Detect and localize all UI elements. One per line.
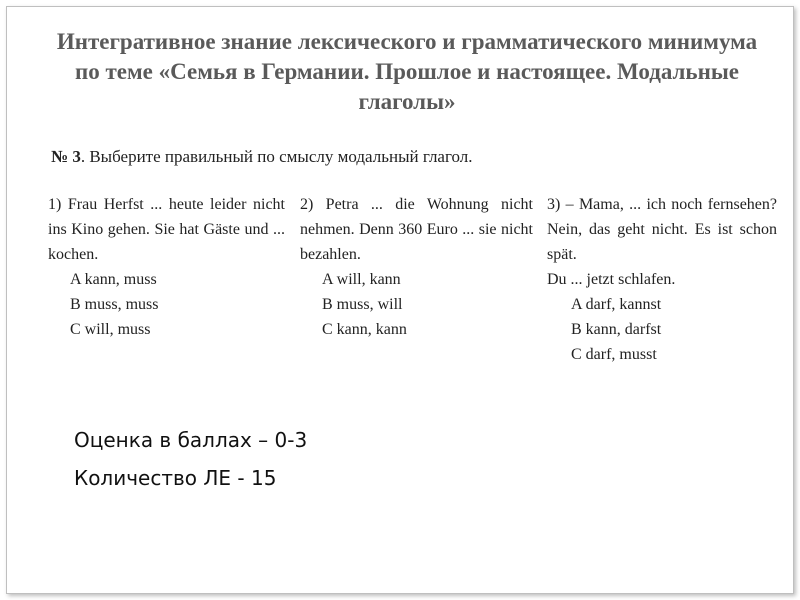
- slide: [6, 6, 794, 594]
- question-text-continued: Du ... jetzt schlafen.: [547, 271, 676, 288]
- option-b: B muss, muss: [70, 296, 159, 313]
- option-a: A will, kann: [322, 271, 401, 288]
- task-number: № 3: [51, 147, 81, 166]
- score-label: Оценка в баллах – 0-3: [74, 428, 308, 452]
- question-3: [547, 192, 777, 367]
- question-2: [300, 192, 533, 342]
- option-c: C will, muss: [70, 321, 151, 338]
- option-c: C darf, musst: [571, 346, 657, 363]
- units-label: Количество ЛЕ - 15: [74, 466, 277, 490]
- question-text: 2) Petra ... die Wohnung nicht nehmen. Denn 360 Euro ... sie nicht bezahlen.: [300, 196, 533, 263]
- task-instruction: [51, 147, 473, 167]
- option-a: A darf, kannst: [571, 296, 662, 313]
- assessment-info: [74, 421, 307, 497]
- option-b: B kann, darfst: [571, 321, 662, 338]
- task-text: . Выберите правильный по смыслу модальный глагол.: [80, 147, 473, 166]
- question-text: 3) – Mama, ... ich noch fernsehen? Nein, das geht nicht. Es ist schon spät.: [547, 196, 777, 263]
- slide-title: Интегративное знание лексического и грамматического минимума по теме «Семья в Германии. Прошлое и настоящее. Модальные глаголы»: [56, 29, 758, 114]
- question-text: 1) Frau Herfst ... heute leider nicht ins Kino gehen. Sie hat Gäste und ... kochen.: [48, 196, 285, 263]
- option-c: C kann, kann: [322, 321, 407, 338]
- option-a: A kann, muss: [70, 271, 157, 288]
- option-b: B muss, will: [322, 296, 403, 313]
- question-1: [48, 192, 285, 342]
